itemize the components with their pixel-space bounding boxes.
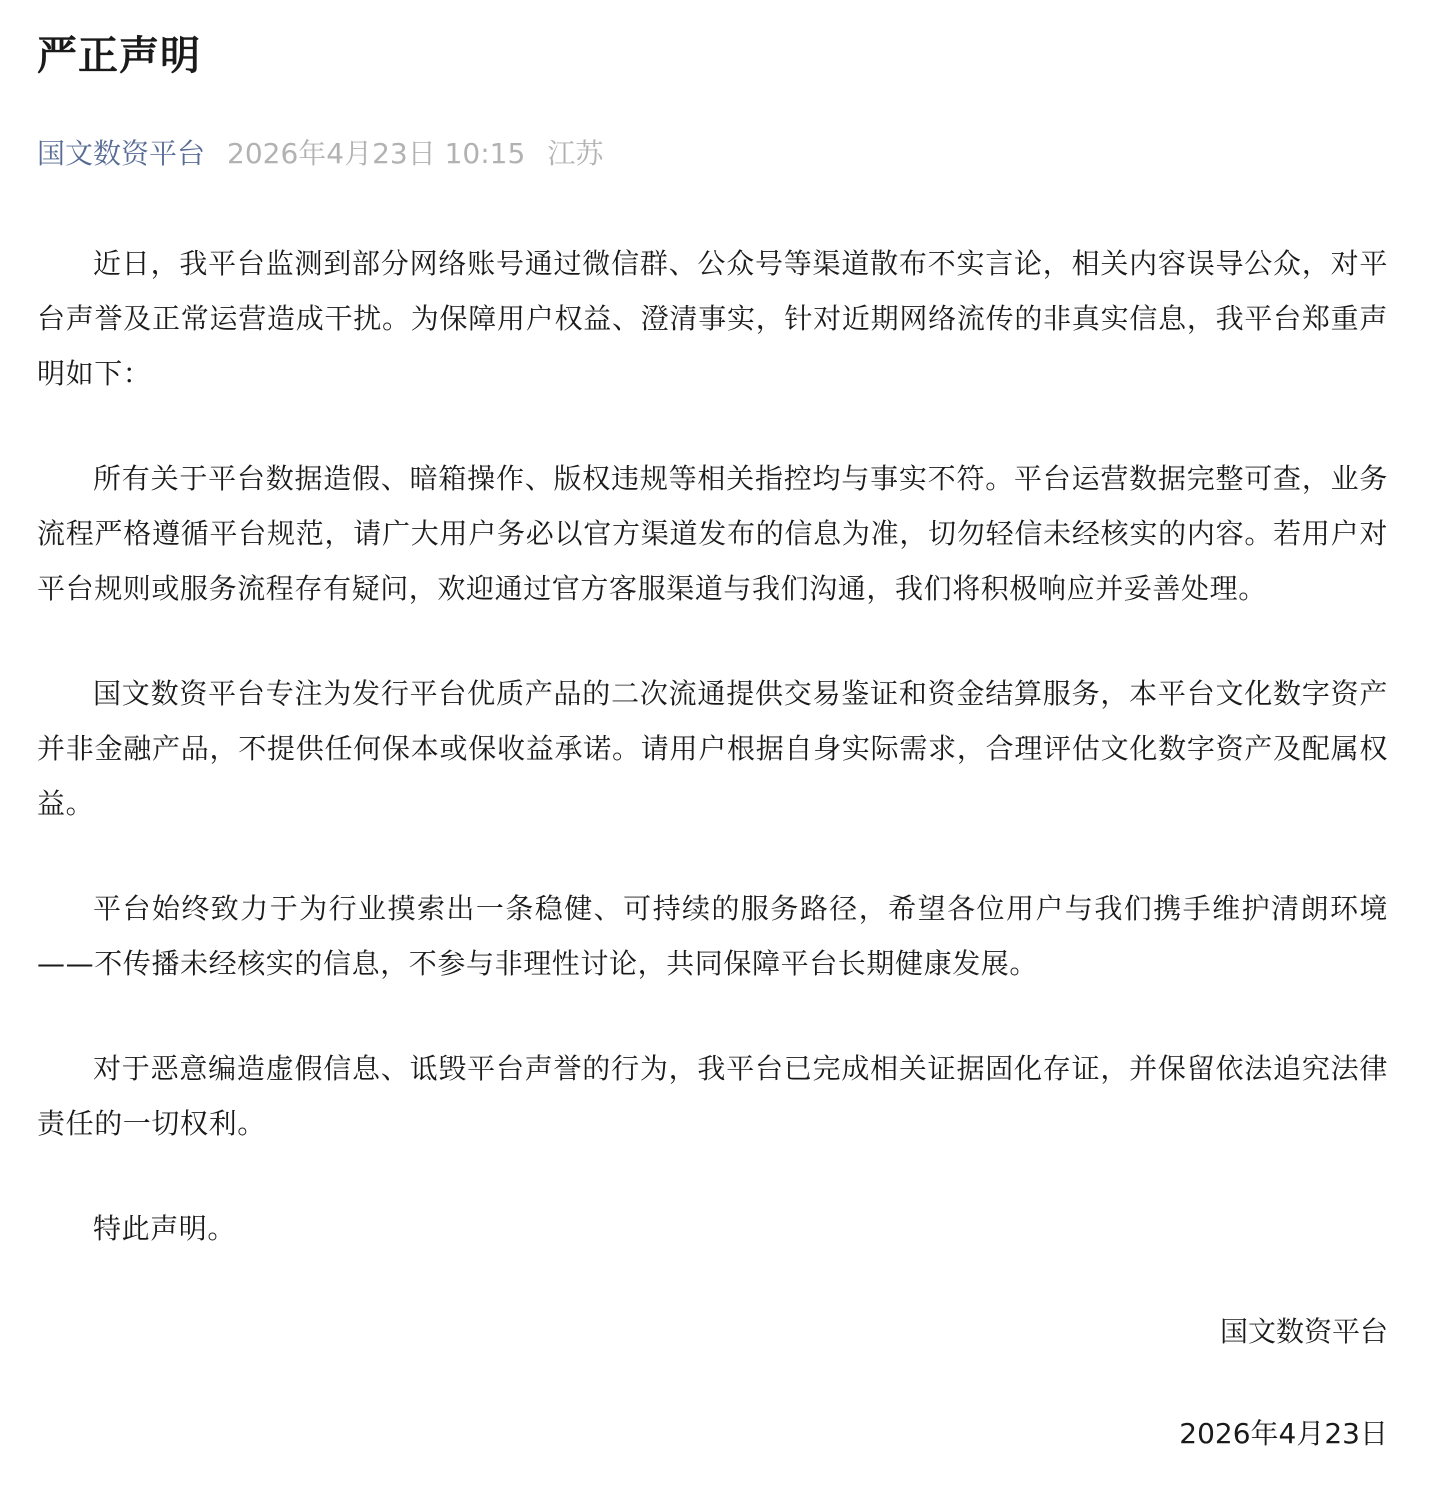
paragraph-platform-scope: 国文数资平台专注为发行平台优质产品的二次流通提供交易鉴证和资金结算服务，本平台文化数字资产并非金融产品，不提供任何保本或保收益承诺。请用户根据自身实际需求，合理评估文化数字资产及配属权益。	[37, 677, 1388, 820]
paragraph-allegations: 所有关于平台数据造假、暗箱操作、版权违规等相关指控均与事实不符。平台运营数据完整可查，业务流程严格遵循平台规范，请广大用户务必以官方渠道发布的信息为准，切勿轻信未经核实的内容。若用户对平台规则或服务流程存有疑问，欢迎通过官方客服渠道与我们沟通，我们将积极响应并妥善处理。	[37, 462, 1388, 605]
signature-organization: 国文数资平台	[1219, 1315, 1388, 1348]
paragraph-closing: 特此声明。	[93, 1212, 237, 1245]
paragraph-intro: 近日，我平台监测到部分网络账号通过微信群、公众号等渠道散布不实言论，相关内容误导公众，对平台声誉及正常运营造成干扰。为保障用户权益、澄清事实，针对近期网络流传的非真实信息，我平台郑重声明如下：	[37, 247, 1388, 390]
author-link[interactable]: 国文数资平台	[37, 137, 206, 170]
publish-location: 江苏	[547, 137, 604, 170]
signature-date: 2026年4月23日	[1179, 1417, 1388, 1450]
signature-block	[37, 1304, 1388, 1461]
paragraph-legal: 对于恶意编造虚假信息、诋毁平台声誉的行为，我平台已完成相关证据固化存证，并保留依法追究法律责任的一切权利。	[37, 1052, 1388, 1140]
paragraph-commitment: 平台始终致力于为行业摸索出一条稳健、可持续的服务路径，希望各位用户与我们携手维护清朗环境——不传播未经核实的信息，不参与非理性讨论，共同保障平台长期健康发展。	[37, 892, 1388, 980]
publish-time: 2026年4月23日 10:15	[227, 137, 526, 170]
article-meta	[37, 134, 1388, 174]
article-title: 严正声明	[37, 33, 201, 79]
article-body	[37, 236, 1388, 1256]
